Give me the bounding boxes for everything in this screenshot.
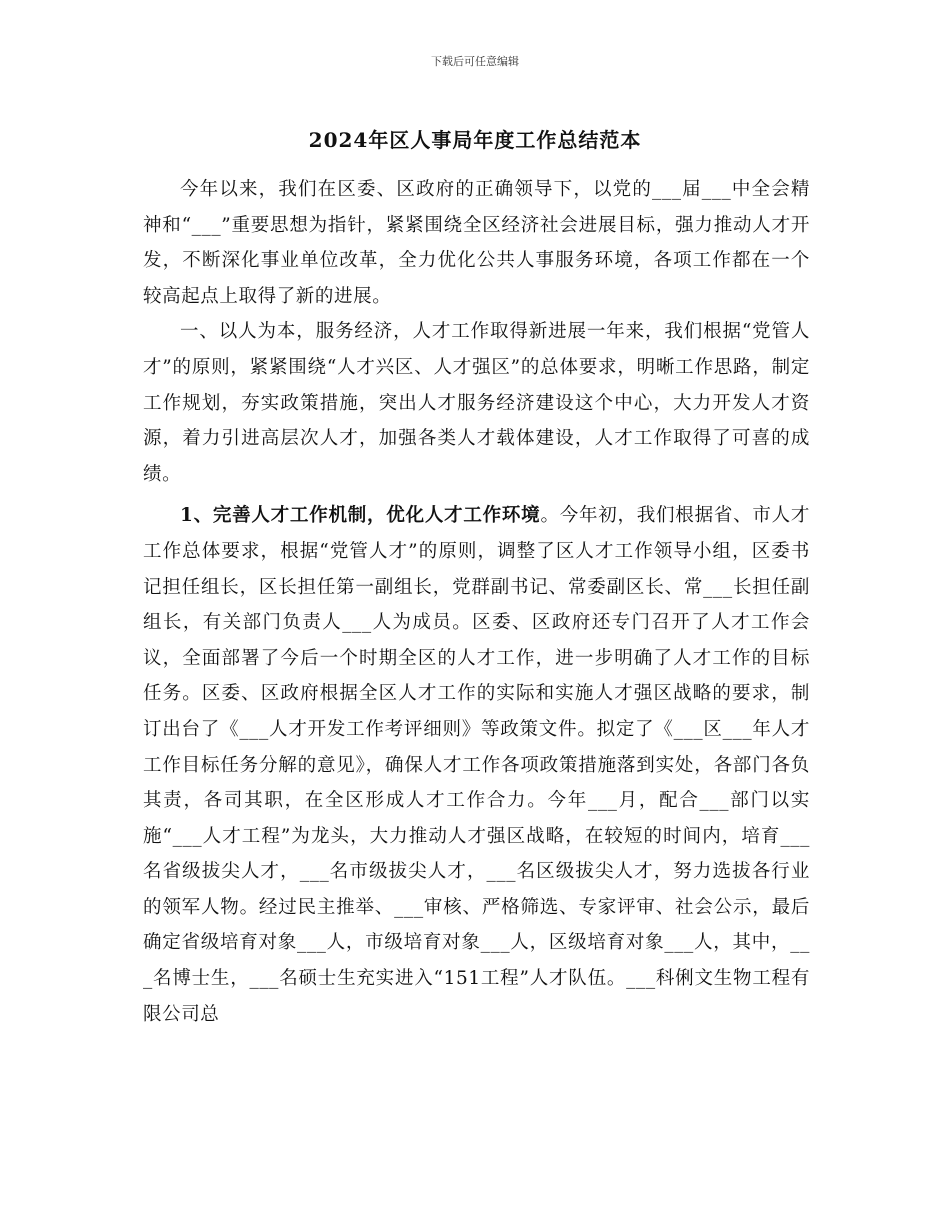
paragraph-item-one (143, 498, 810, 1032)
item-one-text: 。今年初，我们根据省、市人才工作总体要求，根据“党管人才”的原则，调整了区人才工作领导小组，区委书记担任组长，区长担任第一副组长，党群副书记、常委副区长、常___长担任副组长，有关部门负责人___人为成员。区委、区政府还专门召开了人才工作会议，全面部署了今后一个时期全区的人才工作，进一步明确了人才工作的目标任务。区委、区政府根据全区人才工作的实际和实施人才强区战略的要求，制订出台了《___人才开发工作考评细则》等政策文件。拟定了《___区___年人才工作目标任务分解的意见》，确保人才工作各项政策措施落到实处，各部门各负其责，各司其职，在全区形成人才工作合力。今年___月，配合___部门以实施“___人才工程”为龙头，大力推动人才强区战略，在较短的时间内，培育___名省级拔尖人才，___名市级拔尖人才，___名区级拔尖人才，努力选拔各行业的领军人物。经过民主推举、___审核、严格筛选、专家评审、社会公示，最后确定省级培育对象___人，市级培育对象___人，区级培育对象___人，其中，___名博士生，___名硕士生充实进入“151工程”人才队伍。___科俐文生物工程有限公司总 (143, 505, 810, 1025)
document-title: 2024年区人事局年度工作总结范本 (308, 128, 642, 152)
page-header-note: 下载后可任意编辑 (431, 55, 519, 68)
paragraph-section-one: 一、以人为本，服务经济，人才工作取得新进展一年来，我们根据“党管人才”的原则，紧紧围绕“人才兴区、人才强区”的总体要求，明晰工作思路，制定工作规划，夯实政策措施，突出人才服务经济建设这个中心，大力开发人才资源，着力引进高层次人才，加强各类人才载体建设，人才工作取得了可喜的成绩。 (143, 321, 810, 485)
paragraph-intro: 今年以来，我们在区委、区政府的正确领导下，以党的___届___中全会精神和“___”重要思想为指针，紧紧围绕全区经济社会进展目标，强力推动人才开发，不断深化事业单位改革，全力优化公共人事服务环境，各项工作都在一个较高起点上取得了新的进展。 (143, 179, 810, 307)
item-one-heading: 1、完善人才工作机制，优化人才工作环境 (180, 505, 541, 527)
document-body (143, 172, 810, 1032)
